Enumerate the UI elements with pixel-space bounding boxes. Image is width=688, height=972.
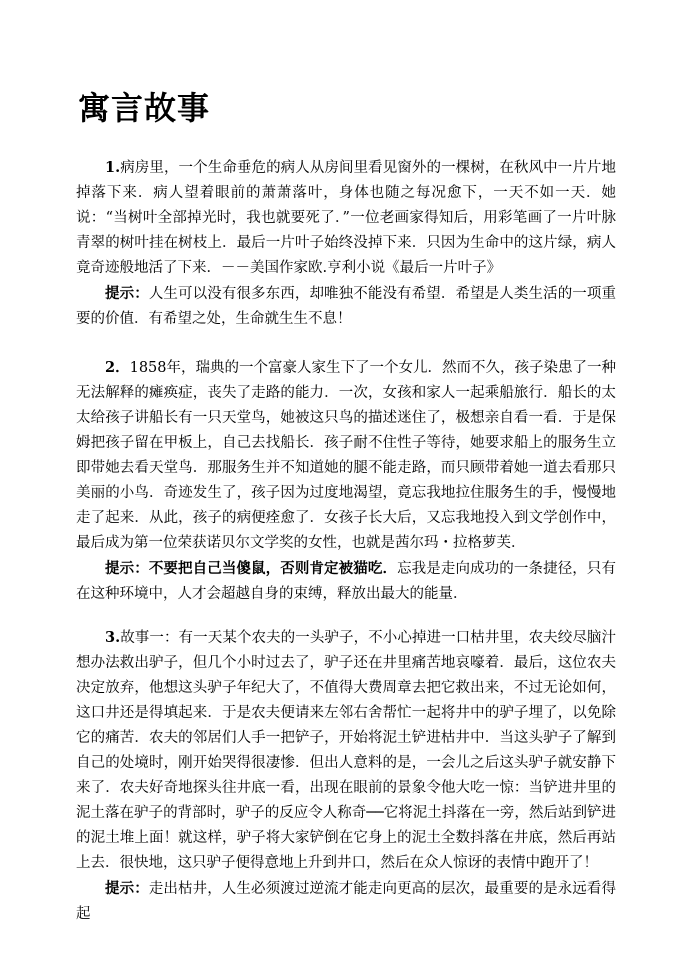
document-title: 寓言故事 bbox=[78, 89, 211, 127]
story-number: 2． bbox=[105, 359, 130, 376]
story-hint bbox=[76, 556, 616, 607]
story-paragraph bbox=[76, 625, 616, 876]
hint-emphasis: 不要把自己当傻鼠，否则肯定被猫吃． bbox=[148, 560, 398, 577]
story-text: 1858年，瑞典的一个富豪人家生下了一个女儿．然而不久，孩子染患了一种无法解释的瘫痪症，丧失了走路的能力．一次，女孩和家人一起乘船旅行．船长的太太给孩子讲船长有一只天堂鸟，她被这只鸟的描述迷住了，极想亲自看一看．于是保姆把孩子留在甲板上，自己去找船长．孩子耐不住性子等待，她要求船上的服务生立即带她去看天堂鸟．那服务生并不知道她的腿不能走路，而只顾带着她一道去看那只美丽的小鸟．奇迹发生了，孩子因为过度地渴望，竟忘我地拉住服务生的手，慢慢地走了起来．从此，孩子的病便痊愈了．女孩子长大后，又忘我地投入到文学创作中，最后成为第一位荣获诺贝尔文学奖的女性，也就是茜尔玛・拉格萝芙． bbox=[76, 360, 616, 551]
story-text: 病房里，一个生命垂危的病人从房间里看见窗外的一棵树，在秋风中一片片地掉落下来．病人望着眼前的萧萧落叶，身体也随之每况愈下，一天不如一天．她说：“当树叶全部掉光时，我也就要死了．”一位老画家得知后，用彩笔画了一片叶脉青翠的树叶挂在树枝上．最后一片叶子始终没掉下来．只因为生命中的这片绿，病人竟奇迹般地活了下来．－－美国作家欧.亨利小说《最后一片叶子》 bbox=[76, 160, 616, 276]
story-block bbox=[76, 155, 616, 332]
hint-text: 走出枯井，人生必须渡过逆流才能走向更高的层次，最重要的是永远看得起 bbox=[76, 881, 617, 922]
hint-label: 提示： bbox=[105, 880, 149, 897]
story-number: 1. bbox=[105, 159, 121, 176]
story-paragraph bbox=[76, 355, 616, 556]
story-paragraph bbox=[76, 155, 616, 281]
story-block bbox=[76, 355, 616, 607]
hint-text: 人生可以没有很多东西，却唯独不能没有希望．希望是人类生活的一项重要的价值．有希望之处，生命就生生不息！ bbox=[76, 286, 617, 327]
hint-label: 提示： bbox=[105, 560, 149, 577]
story-block bbox=[76, 625, 616, 927]
hint-label: 提示： bbox=[105, 285, 149, 302]
story-hint bbox=[76, 281, 616, 332]
story-number: 3. bbox=[105, 629, 121, 646]
story-text: 故事一：有一天某个农夫的一头驴子，不小心掉进一口枯井里，农夫绞尽脑汁想办法救出驴子，但几个小时过去了，驴子还在井里痛苦地哀嚎着．最后，这位农夫决定放弃，他想这头驴子年纪大了，不值得大费周章去把它救出来，不过无论如何，这口井还是得填起来．于是农夫便请来左邻右舍帮忙一起将井中的驴子埋了，以免除它的痛苦．农夫的邻居们人手一把铲子，开始将泥土铲进枯井中．当这头驴子了解到自己的处境时，刚开始哭得很凄惨．但出人意料的是，一会儿之后这头驴子就安静下来了．农夫好奇地探头往井底一看，出现在眼前的景象令他大吃一惊：当铲进井里的泥土落在驴子的背部时，驴子的反应令人称奇──它将泥土抖落在一旁，然后站到铲进的泥土堆上面！就这样，驴子将大家铲倒在它身上的泥土全数抖落在井底，然后再站上去．很快地，这只驴子便得意地上升到井口，然后在众人惊讶的表情中跑开了！ bbox=[76, 630, 616, 871]
story-hint bbox=[76, 876, 616, 927]
hint-text: 忘我是走向成功的一条捷径，只有在这种环境中，人才会超越自身的束缚，释放出最大的能量． bbox=[76, 561, 617, 602]
